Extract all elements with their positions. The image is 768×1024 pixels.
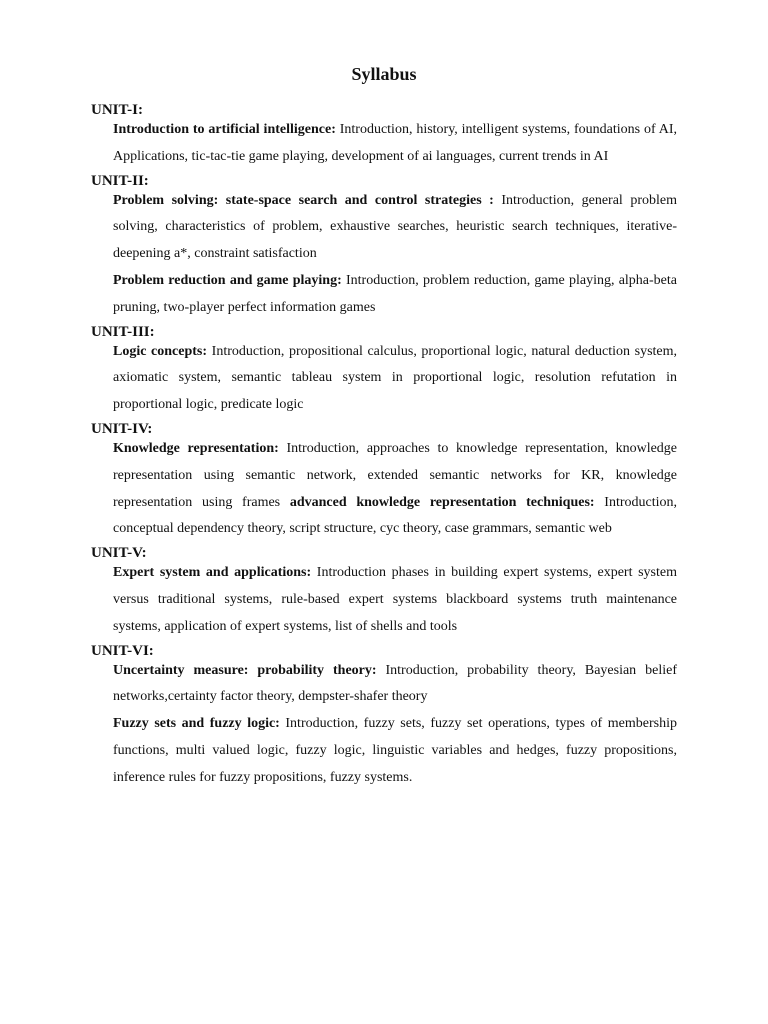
topic-paragraph bbox=[113, 560, 677, 640]
topic-paragraph bbox=[113, 117, 677, 171]
unit-heading: UNIT-I: bbox=[91, 102, 143, 118]
unit-section bbox=[91, 172, 677, 322]
unit-body bbox=[113, 560, 677, 640]
topic-description: Introduction, history, intelligent systems, foundations of AI, Applications, tic-tac-tie game playing, development of ai languages, current trends in AI bbox=[113, 122, 678, 164]
topic-title: Expert system and applications: bbox=[113, 565, 312, 581]
topic-title: Problem reduction and game playing: bbox=[113, 272, 342, 288]
topic-title: Fuzzy sets and fuzzy logic: bbox=[113, 716, 280, 732]
topic-description: Introduction, approaches to knowledge representation, knowledge representation using semantic network, extended semantic networks for KR, knowledge representation using frames bbox=[113, 440, 678, 510]
unit-heading: UNIT-II: bbox=[91, 172, 149, 189]
topic-description: Introduction, propositional calculus, proportional logic, natural deduction system, axiomatic system, semantic tableau system in proportional logic, resolution refutation in proportional logic, predicate logic bbox=[113, 343, 678, 413]
unit-section bbox=[91, 101, 677, 171]
topic-paragraph bbox=[113, 268, 677, 322]
topic-title: Uncertainty measure: probability theory: bbox=[113, 662, 377, 678]
topic-description: Introduction phases in building expert systems, expert system versus traditional systems, rule-based expert systems blackboard systems truth maintenance systems, application of expert systems, list of shells and tools bbox=[113, 565, 677, 634]
syllabus-content bbox=[91, 101, 677, 793]
topic-description: Introduction, problem reduction, game playing, alpha-beta pruning, two-player perfect information games bbox=[113, 272, 678, 315]
unit-heading: UNIT-VI: bbox=[91, 642, 154, 659]
unit-body bbox=[113, 658, 677, 792]
topic-paragraph bbox=[113, 339, 677, 419]
topic-paragraph bbox=[113, 711, 677, 791]
page-title: Syllabus bbox=[351, 64, 417, 84]
topic-description: Introduction, general problem solving, characteristics of problem, exhaustive searches, heuristic search techniques, iterative-deepening a*, constraint satisfaction bbox=[113, 192, 677, 262]
unit-body bbox=[113, 117, 677, 171]
unit-section bbox=[91, 420, 677, 543]
topic-paragraph bbox=[113, 188, 677, 268]
topic-title-secondary: advanced knowledge representation techniques: bbox=[289, 494, 595, 510]
unit-section bbox=[91, 544, 677, 640]
topic-title: Introduction to artificial intelligence: bbox=[113, 122, 336, 137]
topic-description-secondary: Introduction, conceptual dependency theory, script structure, cyc theory, case grammars, semantic web bbox=[113, 494, 677, 537]
topic-paragraph bbox=[113, 436, 677, 543]
topic-title: Problem solving: state-space search and control strategies : bbox=[113, 192, 494, 208]
topic-title: Logic concepts: bbox=[113, 343, 208, 359]
unit-section bbox=[91, 323, 677, 419]
topic-paragraph bbox=[113, 658, 677, 712]
unit-section bbox=[91, 642, 677, 792]
topic-title: Knowledge representation: bbox=[113, 440, 279, 456]
topic-description: Introduction, probability theory, Bayesian belief networks,certainty factor theory, dempster-shafer theory bbox=[113, 662, 677, 705]
topic-description: Introduction, fuzzy sets, fuzzy set operations, types of membership functions, multi valued logic, fuzzy logic, linguistic variables and hedges, fuzzy propositions, inference rules for fuzzy propositions, fuzzy systems. bbox=[113, 716, 677, 785]
unit-heading: UNIT-III: bbox=[91, 323, 155, 340]
unit-heading: UNIT-IV: bbox=[91, 420, 153, 437]
unit-body bbox=[113, 339, 677, 419]
unit-heading: UNIT-V: bbox=[91, 545, 147, 562]
unit-body bbox=[113, 188, 677, 322]
unit-body bbox=[113, 436, 677, 543]
